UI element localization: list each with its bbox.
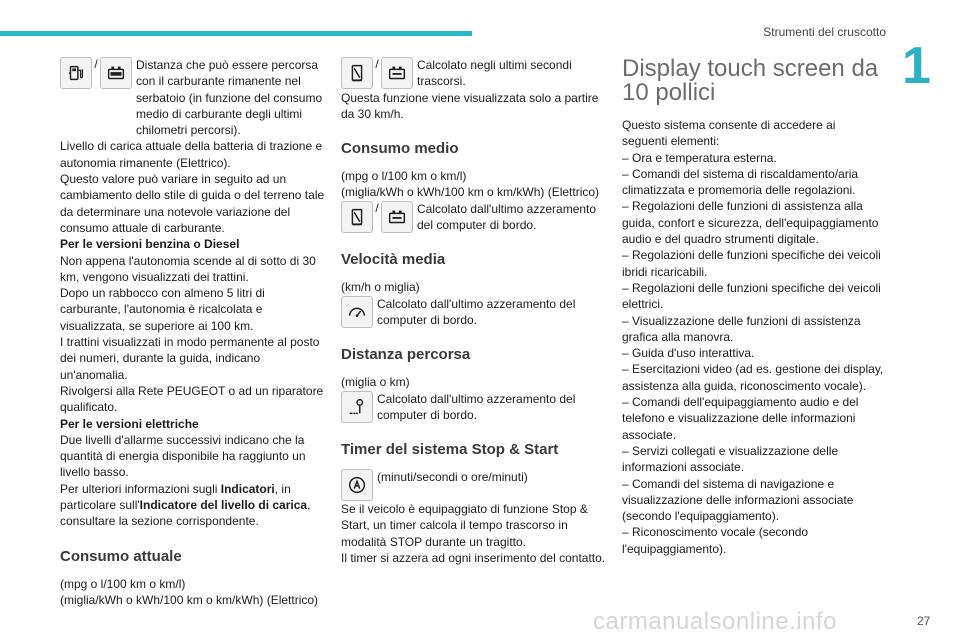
section-title: Strumenti del cruscotto [763,25,886,39]
list-item: – Riconoscimento vocale (secondo l'equipaggiamento). [622,525,809,556]
speed-row [341,296,609,329]
autonomy-row [60,57,328,138]
list-item: – Servizi collegati e visualizzazione delle informazioni associate. [622,443,839,475]
current-calc-text: Calcolato negli ultimi secondi trascorsi. [417,58,572,89]
average-speed-heading: Velocità media [341,251,446,269]
average-consumption-heading: Consumo medio [341,140,459,158]
timer-paragraph-2: Il timer si azzera ad ogni inserimento del contatto. [341,551,606,566]
fuel-paragraph-3: I trattini visualizzati in modo permanente al posto dei numeri, durante la guida, indicano un'anomalia. [60,335,320,382]
timer-row [341,469,609,501]
electric-versions-heading: Per le versioni elettriche [60,416,199,431]
more-info-paragraph: Per ulteriori informazioni sugli Indicatori, in particolare sull'Indicatore del livello di carica, consultare la sezione corrispondente. [60,481,311,529]
current-consumption-heading: Consumo attuale [60,547,182,565]
average-text: Calcolato dall'ultimo azzeramento del computer di bordo. [417,201,597,233]
column-middle [341,57,609,566]
autonomy-text: Distanza che può essere percorsa con il carburante rimanente nel serbatoio (in funzione del consumo medio di carburante degli ultimi chilometri percorsi). [136,58,323,138]
timer-paragraph-1: Se il veicolo è equipaggiato di funzione Stop & Start, un timer calcola il tempo trascorso in modalità STOP durante un tragitto. [341,502,588,549]
current-units-2: (miglia/kWh o kWh/100 km o km/kWh) (Elettrico) [60,592,319,607]
battery-consumption-icon [381,201,413,233]
touch-screen-title: Display touch screen da 10 pollici [622,55,879,106]
list-item: – Esercitazioni video (ad es. gestione dei display, assistenza alla guida, riconoscimento vocale). [622,362,884,393]
slash-separator: / [375,57,379,71]
fuel-gauge-icon [341,201,373,233]
battery-consumption-icon [381,57,413,89]
current-units-1: (mpg o l/100 km o km/l) [60,576,186,591]
touch-screen-intro: Questo sistema consente di accedere ai seguenti elementi: [622,118,836,149]
list-item: – Comandi del sistema di navigazione e visualizzazione delle informazioni associate (secondo l'equipaggiamento). [622,476,854,524]
speedometer-icon [341,296,373,328]
watermark: carmanualsonline.info [593,608,837,635]
battery-paragraph: Livello di carica attuale della batteria di trazione e autonomia rimanente (Elettrico). [60,139,323,170]
speed-units: (km/h o miglia) [341,280,420,295]
list-item: – Visualizzazione delle funzioni di assistenza grafica alla manovra. [622,313,861,344]
timer-units: (minuti/secondi o ore/minuti) [377,470,528,485]
slash-separator: / [94,57,98,71]
slash-separator: / [375,200,379,215]
distance-heading: Distanza percorsa [341,346,471,364]
distance-text: Calcolato dall'ultimo azzeramento del computer di bordo. [377,391,576,422]
distance-pin-icon [341,391,373,423]
electric-paragraph: Due livelli d'allarme successivi indicano che la quantità di energia disponibile ha raggiunto un livello basso. [60,432,306,480]
fuel-paragraph-1: Non appena l'autonomia scende al di sotto di 30 km, vengono visualizzati dei trattini. [60,253,316,284]
list-item: – Ora e temperatura esterna. [622,150,777,165]
battery-range-icon [100,57,132,89]
fuel-pump-range-icon [60,57,92,89]
stop-start-heading: Timer del sistema Stop & Start [341,441,559,459]
average-row [341,201,609,234]
current-note: Questa funzione viene visualizzata solo a partire da 30 km/h. [341,90,599,121]
column-left [60,57,328,608]
list-item: – Regolazioni delle funzioni specifiche dei veicoli ibridi ricaricabili. [622,248,881,279]
chapter-number: 1 [902,37,931,95]
list-item: – Comandi del sistema di riscaldamento/aria climatizzata e promemoria delle regolazioni. [622,166,859,198]
average-units-1: (mpg o l/100 km o km/l) [341,169,467,184]
list-item: – Guida d'uso interattiva. [622,346,755,361]
distance-units: (miglia o km) [341,375,410,390]
distance-row [341,391,609,424]
current-calc-row [341,57,609,90]
column-right [622,57,884,557]
header-accent-bar [0,31,472,36]
speed-text: Calcolato dall'ultimo azzeramento del computer di bordo. [377,296,576,327]
list-item: – Comandi dell'equipaggiamento audio e del telefono e visualizzazione delle informazioni associate. [622,395,859,442]
fuel-versions-heading: Per le versioni benzina o Diesel [60,237,240,252]
page-number: 27 [917,614,931,628]
list-item: – Regolazioni delle funzioni di assistenza alla guida, confort e sicurezza, dell'equipaggiamento audio e del quadro strumenti digitale. [622,199,879,247]
stop-start-icon [341,469,373,501]
list-item: – Regolazioni delle funzioni specifiche dei veicoli elettrici. [622,280,881,312]
average-units-2: (miglia/kWh o kWh/100 km o km/kWh) (Elettrico) [341,185,600,200]
fuel-paragraph-4: Rivolgersi alla Rete PEUGEOT o ad un riparatore qualificato. [60,383,324,415]
fuel-gauge-icon [341,57,373,89]
fuel-paragraph-2: Dopo un rabbocco con almeno 5 litri di carburante, l'autonomia è ricalcolata e visualizzata, se superiore ai 100 km. [60,286,265,333]
variation-paragraph: Questo valore può variare in seguito ad un cambiamento dello stile di guida o del terreno tale da determinare una notevole variazione del consumo attuale di carburante. [60,172,325,235]
